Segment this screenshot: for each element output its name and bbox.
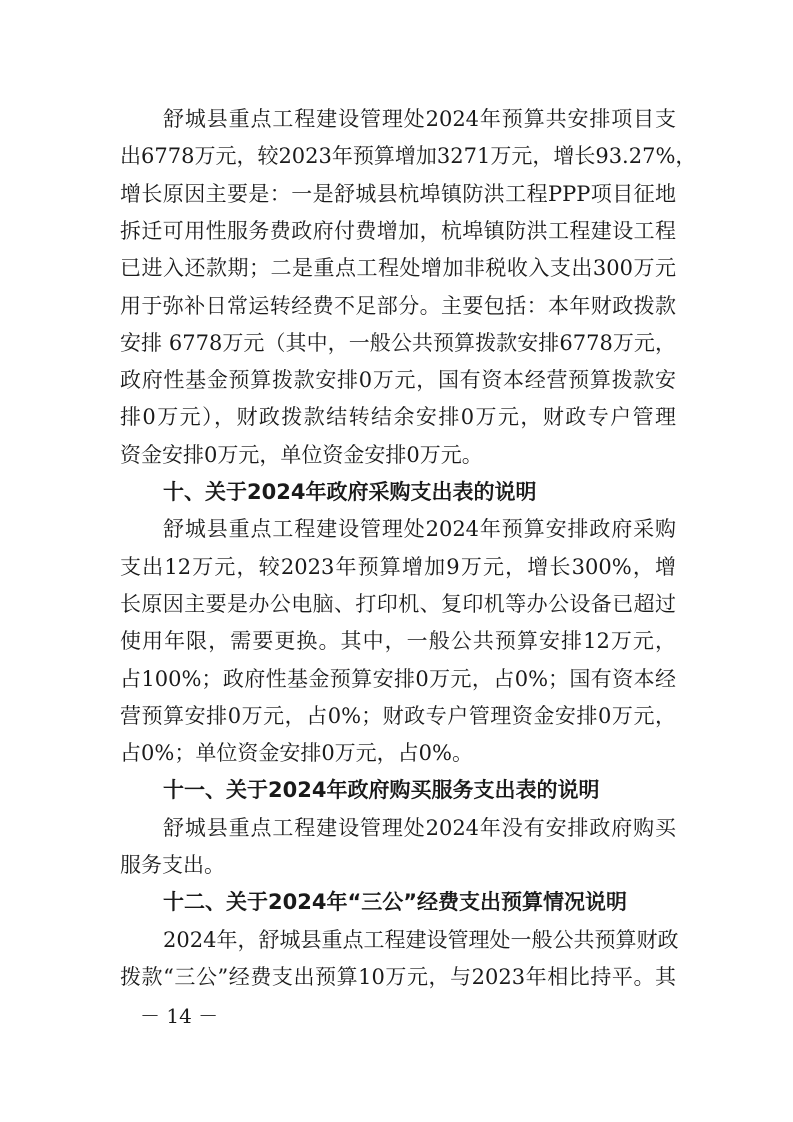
paragraph-line: 占0%；单位资金安排0万元，占0%。 xyxy=(120,741,473,766)
section-heading: 十、关于2024年政府采购支出表的说明 xyxy=(163,480,537,504)
paragraph-line: 使用年限，需要更换。其中，一般公共预算安排12万元， xyxy=(120,629,676,654)
section-heading: 十二、关于2024年“三公”经费支出预算情况说明 xyxy=(163,890,628,915)
paragraph-line: 排0万元），财政拨款结转结余安排0万元，财政专户管理 xyxy=(120,405,676,430)
paragraph-line: 2024年，舒城县重点工程建设管理处一般公共预算财政 xyxy=(163,927,679,952)
paragraph-line: 拆迁可用性服务费政府付费增加，杭埠镇防洪工程建设工程 xyxy=(120,218,676,243)
paragraph-line: 资金安排0万元，单位资金安排0万元。 xyxy=(120,442,483,467)
paragraph-line: 已进入还款期；二是重点工程处增加非税收入支出300万元 xyxy=(120,256,676,281)
paragraph-line: 营预算安排0万元，占0%；财政专户管理资金安排0万元， xyxy=(120,703,676,728)
paragraph-line: 用于弥补日常运转经费不足部分。主要包括：本年财政拨款 xyxy=(120,293,676,318)
paragraph-line: 舒城县重点工程建设管理处2024年预算安排政府采购 xyxy=(163,517,676,542)
paragraph-line: 长原因主要是办公电脑、打印机、复印机等办公设备已超过 xyxy=(120,591,676,616)
page-number: － 14 － xyxy=(140,1004,219,1029)
paragraph-line: 占100%；政府性基金预算安排0万元，占0%；国有资本经 xyxy=(120,666,676,691)
paragraph-line: 舒城县重点工程建设管理处2024年没有安排政府购买 xyxy=(163,815,676,840)
paragraph-line: 安排 6778万元（其中，一般公共预算拨款安排6778万元， xyxy=(120,330,676,355)
section-heading: 十一、关于2024年政府购买服务支出表的说明 xyxy=(163,778,600,803)
paragraph-line: 支出12万元，较2023年预算增加9万元，增长300%，增 xyxy=(120,554,676,579)
paragraph-line: 出6778万元，较2023年预算增加3271万元，增长93.27%， xyxy=(120,144,697,169)
paragraph-line: 拨款“三公”经费支出预算10万元，与2023年相比持平。其 xyxy=(120,964,676,989)
paragraph-line: 增长原因主要是：一是舒城县杭埠镇防洪工程PPP项目征地 xyxy=(120,181,676,206)
paragraph-line: 政府性基金预算拨款安排0万元，国有资本经营预算拨款安 xyxy=(120,368,676,393)
paragraph-line: 服务支出。 xyxy=(120,853,225,877)
paragraph-line: 舒城县重点工程建设管理处2024年预算共安排项目支 xyxy=(163,107,676,131)
